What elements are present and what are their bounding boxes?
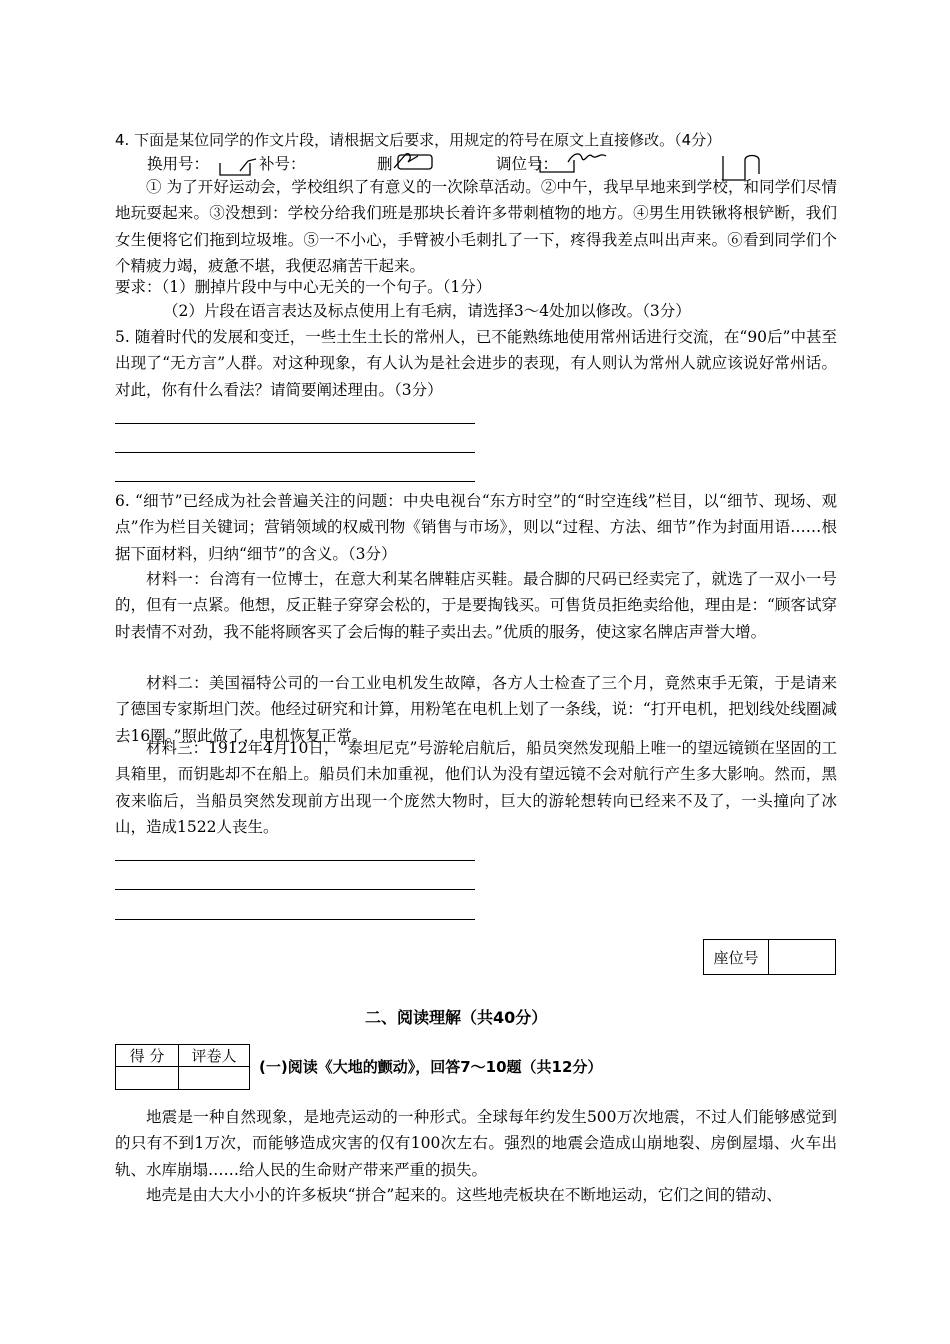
q6-answer-line-2[interactable] (115, 889, 475, 890)
q5-answer-line-2[interactable] (115, 452, 475, 453)
grader-field[interactable] (179, 1067, 250, 1090)
q6-stem: 6. “细节”已经成为社会普遍关注的问题：中央电视台“东方时空”的“时空连线”栏目，以“细节、现场、观点”作为栏目关键词；营销领域的权威刊物《销售与市场》，则以“过程、方法、细节”作为封面用语……根据下面材料，归纳“细节”的含义。（3分） (115, 492, 837, 563)
q6-material-2: 材料二：美国福特公司的一台工业电机发生故障，各方人士检查了三个月，竟然束手无策，于是请来了德国专家斯坦门茨。他经过研究和计算，用粉笔在电机上划了一条线，说：“打开电机，把划线处线圈减去16圈。”照此做了，电机恢复正常。 (115, 674, 837, 745)
seat-number-box (703, 939, 836, 975)
symbol-delete-label: 删 (377, 155, 393, 173)
q6-material-3: 材料三：1912年4月10日，“泰坦尼克”号游轮启航后，船员突然发现船上唯一的望远镜锁在坚固的工具箱里，而钥匙却不在船上。船员们未加重视，他们认为没有望远镜不会对航行产生多大影响。然而，黑夜来临后，当船员突然发现前方出现一个庞然大物时，巨大的游轮想转向已经来不及了，一头撞向了冰山，造成1522人丧生。 (115, 739, 837, 836)
symbol-insert-label: 补号： (259, 155, 306, 173)
score-table (115, 1044, 250, 1090)
q4-requirement-2: （2）片段在语言表达及标点使用上有毛病，请选择3～4处加以修改。（3分） (163, 302, 691, 320)
section-2-title: 二、阅读理解（共40分） (365, 1008, 548, 1027)
delete-mark-icon (390, 150, 436, 176)
q4-passage: ① 为了开好运动会，学校组织了有意义的一次除草活动。②中午，我早早地来到学校，和同学们尽情地玩耍起来。③没想到：学校分给我们班是那块长着许多带刺植物的地方。④男生用铁锹将根铲断，我们女生便将它们拖到垃圾堆。⑤一不小心，手臂被小毛刺扎了一下，疼得我差点叫出声来。⑥看到同学们个个精疲力竭，疲惫不堪，我便忍痛苦干起来。 (115, 178, 837, 275)
score-label: 得 分 (116, 1045, 179, 1067)
reading-1-paragraph-2: 地壳是由大大小小的许多板块“拼合”起来的。这些地壳板块在不断地运动，它们之间的错动、 (146, 1186, 782, 1204)
seat-number-field[interactable] (769, 940, 836, 975)
q6-answer-line-1[interactable] (115, 860, 475, 861)
reading-1-heading: (一)阅读《大地的颤动》，回答7～10题（共12分） (259, 1058, 603, 1076)
q5-stem: 5. 随着时代的发展和变迁，一些土生土长的常州人，已不能熟练地使用常州话进行交流，在“90后”中甚至出现了“无方言”人群。对这种现象，有人认为是社会进步的表现，有人则认为常州人就应该说好常州话。对此，你有什么看法？请简要阐述理由。（3分） (115, 328, 837, 399)
reading-1-paragraph-1: 地震是一种自然现象，是地壳运动的一种形式。全球每年约发生500万次地震，不过人们能够感觉到的只有不到1万次，而能够造成灾害的仅有100次左右。强烈的地震会造成山崩地裂、房倒屋塌、火车出轨、水库崩塌……给人民的生命财产带来严重的损失。 (115, 1108, 837, 1179)
q5-answer-line-3[interactable] (115, 481, 475, 482)
symbol-swap-label: 调位号： (496, 155, 559, 173)
q5-answer-line-1[interactable] (115, 423, 475, 424)
seat-number-label: 座位号 (704, 940, 769, 975)
q4-requirement-1: 要求：（1）删掉片段中与中心无关的一个句子。（1分） (115, 278, 492, 296)
score-field[interactable] (116, 1067, 179, 1090)
q6-answer-line-3[interactable] (115, 919, 475, 920)
symbol-replace-label: 换用号： (147, 155, 210, 173)
grader-label: 评卷人 (179, 1045, 250, 1067)
q6-material-1: 材料一：台湾有一位博士，在意大利某名牌鞋店买鞋。最合脚的尺码已经卖完了，就选了一双小一号的，但有一点紧。他想，反正鞋子穿穿会松的，于是要掏钱买。可售货员拒绝卖给他，理由是：“顾客试穿时表情不对劲，我不能将顾客买了会后悔的鞋子卖出去。”优质的服务，使这家名牌店声誉大增。 (115, 570, 837, 641)
q4-stem: 4. 下面是某位同学的作文片段，请根据文后要求，用规定的符号在原文上直接修改。（4分） (115, 131, 722, 149)
